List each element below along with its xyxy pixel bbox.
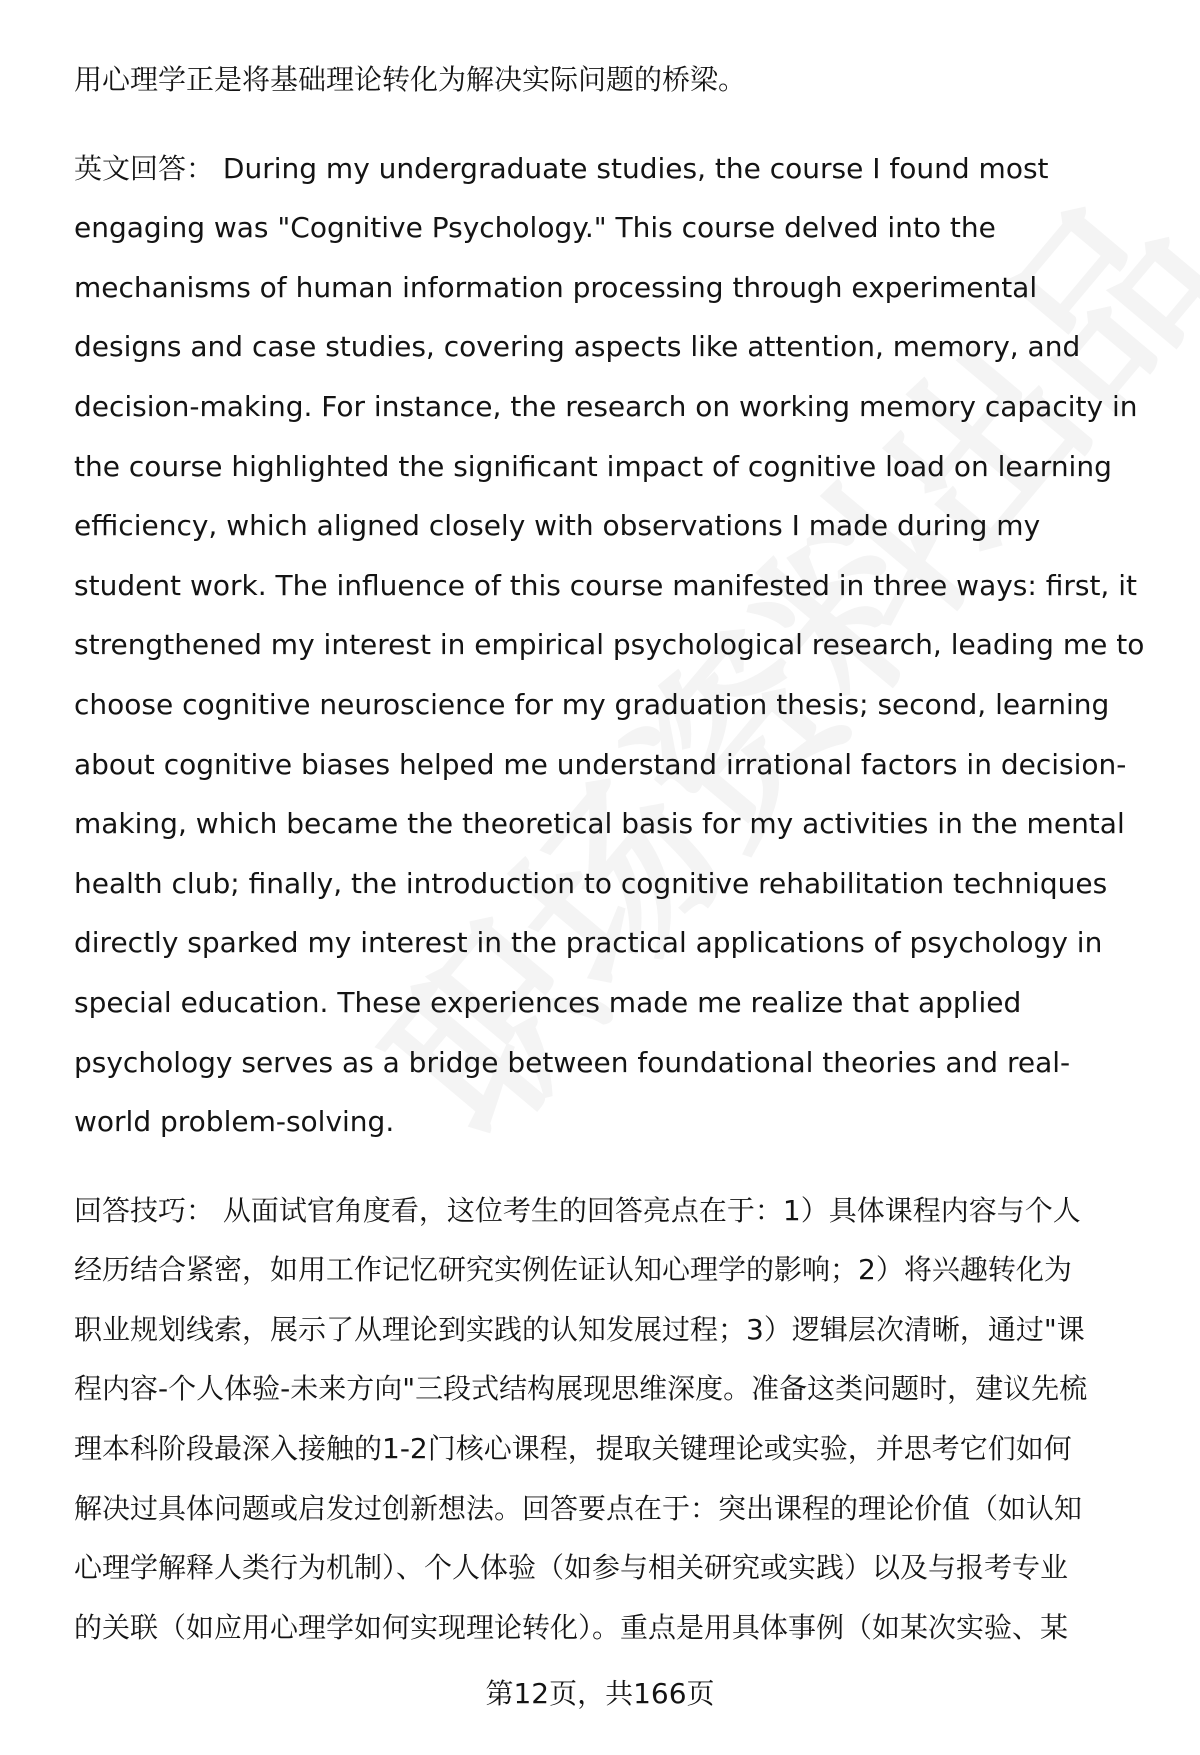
paragraph (74, 58, 1174, 118)
text-line: engaging was "Cognitive Psychology." This course delved into the (74, 211, 996, 245)
text-line: efficiency, which aligned closely with observations I made during my (74, 509, 1041, 543)
text-line: health club; finally, the introduction to cognitive rehabilitation techniques (74, 866, 1108, 900)
text-line: 理本科阶段最深入接触的1-2门核心课程，提取关键理论或实验，并思考它们如何 (74, 1432, 1072, 1466)
page-number: 第12页，共166页 (485, 1677, 715, 1710)
text-line: 的关联（如应用心理学如何实现理论转化）。重点是用具体事例（如某次实验、某 (74, 1610, 1069, 1644)
text-line: mechanisms of human information processing through experimental (74, 270, 1038, 304)
text-line: choose cognitive neuroscience for my graduation thesis; second, learning (74, 687, 1110, 721)
document-body (74, 58, 1174, 1694)
text-line: 回答技巧： 从面试官角度看，这位考生的回答亮点在于：1）具体课程内容与个人 (74, 1193, 1081, 1227)
text-line: decision-making. For instance, the research on working memory capacity in (74, 389, 1138, 423)
paragraph (74, 1189, 1174, 1666)
text-line: directly sparked my interest in the practical applications of psychology in (74, 926, 1103, 960)
text-line: 用心理学正是将基础理论转化为解决实际问题的桥梁。 (74, 63, 747, 96)
paragraph (74, 147, 1174, 1160)
text-line: special education. These experiences made me realize that applied (74, 985, 1022, 1019)
text-line: strengthened my interest in empirical psychological research, leading me to (74, 628, 1145, 662)
text-line: 程内容-个人体验-未来方向"三段式结构展现思维深度。准备这类问题时，建议先梳 (74, 1372, 1088, 1406)
text-line: student work. The influence of this course manifested in three ways: first, it (74, 568, 1137, 602)
text-line: making, which became the theoretical basis for my activities in the mental (74, 807, 1125, 841)
text-line: world problem-solving. (74, 1105, 395, 1139)
text-line: 心理学解释人类行为机制）、个人体验（如参与相关研究或实践）以及与报考专业 (74, 1551, 1069, 1585)
text-line: the course highlighted the significant impact of cognitive load on learning (74, 449, 1112, 483)
text-line: 职业规划线索，展示了从理论到实践的认知发展过程；3）逻辑层次清晰，通过"课 (74, 1312, 1085, 1346)
text-line: about cognitive biases helped me understand irrational factors in decision- (74, 747, 1127, 781)
text-line: 解决过具体问题或启发过创新想法。回答要点在于：突出课程的理论价值（如认知 (74, 1491, 1083, 1525)
text-line: designs and case studies, covering aspects like attention, memory, and (74, 330, 1081, 364)
text-line: 经历结合紧密，如用工作记忆研究实例佐证认知心理学的影响；2）将兴趣转化为 (74, 1253, 1072, 1287)
text-line: psychology serves as a bridge between foundational theories and real- (74, 1045, 1071, 1079)
text-line: 英文回答： During my undergraduate studies, the course I found most (74, 151, 1049, 185)
